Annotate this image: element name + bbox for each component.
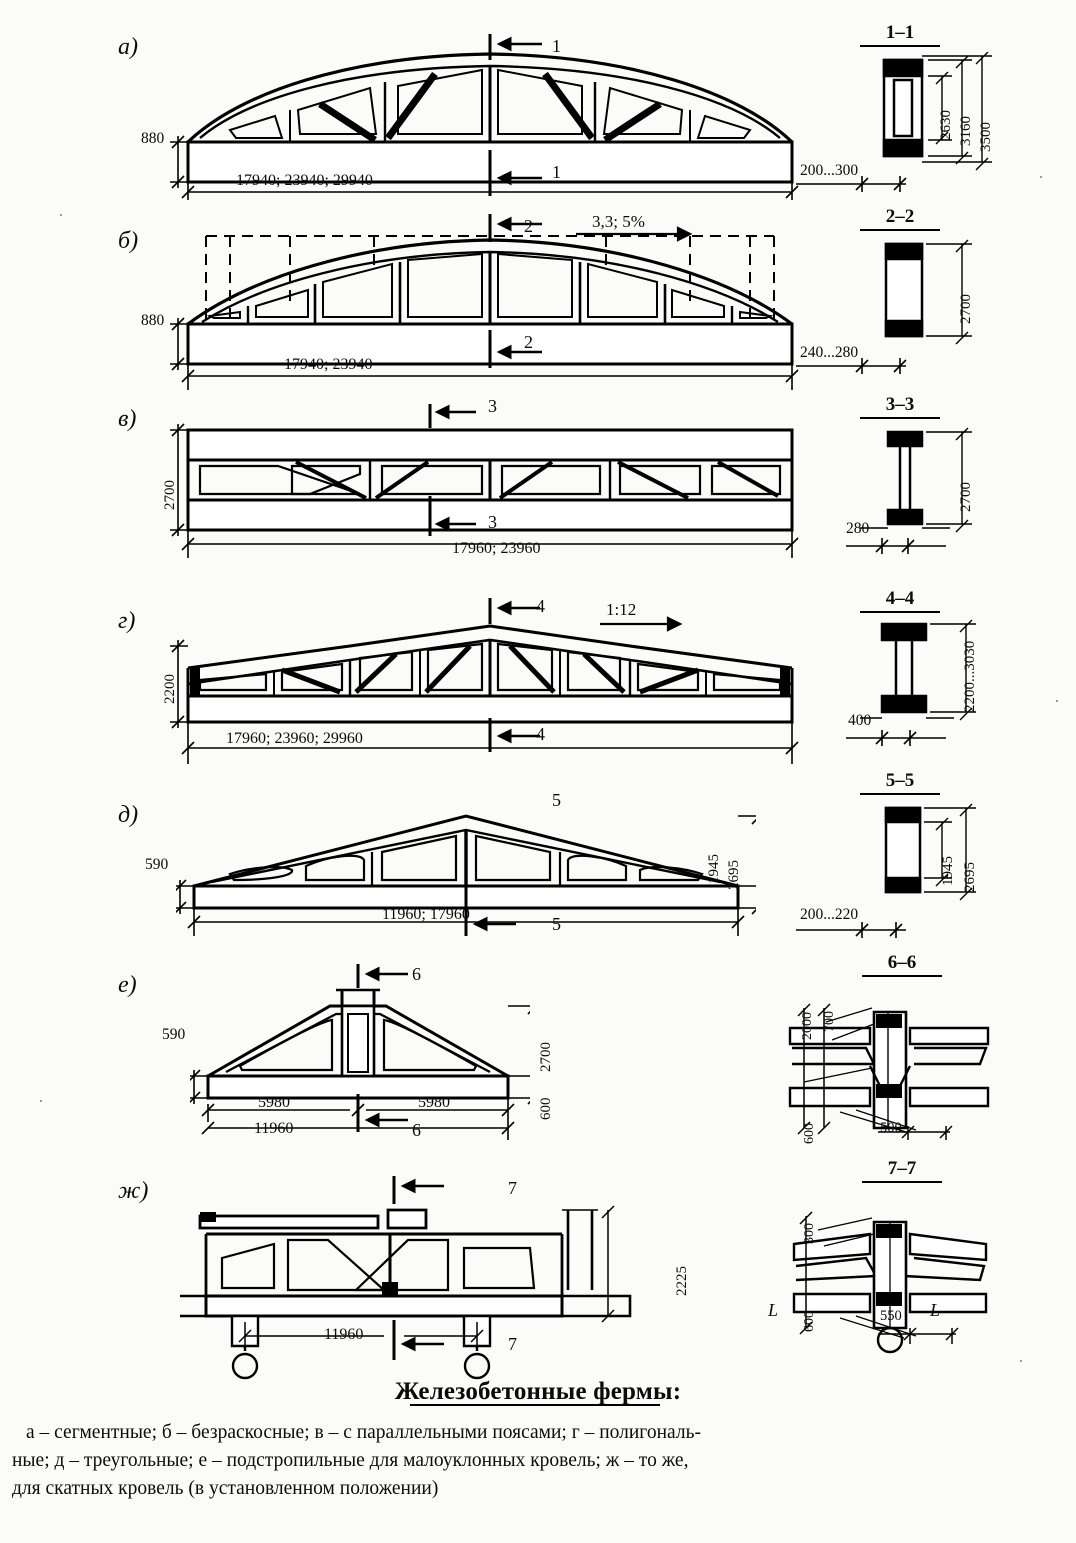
section-mark-c-bottom: 3 [488, 512, 497, 532]
node-dim-f-600: 600 [802, 1123, 817, 1144]
section-mark-f-top: 6 [412, 964, 421, 984]
width-note-e: 200...220 [800, 906, 859, 923]
scan-speckle [60, 214, 62, 216]
section-mark-e-bottom: 5 [552, 914, 561, 934]
section-5-5-shape [860, 800, 1010, 906]
row-tag-f: е) [118, 972, 137, 998]
figure-caption-line-2: ные; д – треугольные; е – подстропильные для малоуклонных кровель; ж – то же, [12, 1450, 689, 1471]
section-1-1-shape [860, 52, 1010, 172]
node-7-7-drawing [770, 1188, 1010, 1358]
section-mark-d-top: 4 [536, 596, 545, 616]
section-mark-e-top: 5 [552, 790, 561, 810]
width-note-b: 240...280 [800, 344, 859, 361]
row-tag-d: г) [118, 608, 136, 634]
height-label-e: 590 [145, 856, 169, 873]
node-dim-f-700: 700 [822, 1011, 837, 1032]
title-underline [410, 1404, 660, 1406]
height-right-e-2695: 2695 [726, 860, 742, 890]
truss-nondiagonal-drawing [170, 212, 810, 392]
scan-speckle [1020, 1360, 1022, 1362]
truss-triangular-drawing [176, 790, 756, 950]
span-label-b: 17940; 23940 [284, 356, 373, 373]
section-3-3-shape [860, 424, 1010, 536]
section-2-2-shape [860, 236, 1010, 348]
row-tag-b: б) [118, 228, 139, 254]
span-label-d: 17960; 23960; 29960 [226, 730, 363, 747]
section-dim-a-2630: 2630 [938, 110, 954, 140]
section-dim-a-3500: 3500 [978, 122, 994, 152]
width-note-a: 200...300 [800, 162, 859, 179]
scan-speckle [1040, 176, 1042, 178]
slope-label-d: 1:12 [606, 600, 637, 619]
height-right-f-600: 600 [538, 1097, 554, 1120]
node-dim-f-500: 500 [880, 1120, 902, 1136]
section-mark-d-bottom: 4 [536, 724, 545, 744]
section-mark-a-top: 1 [552, 36, 561, 56]
span-label-f: 11960 [254, 1120, 294, 1137]
section-mark-a-bottom: 1 [552, 162, 561, 182]
section-dim-a-3160: 3160 [958, 116, 974, 146]
section-title-7-7: 7–7 [862, 1158, 942, 1183]
section-mark-g-bottom: 7 [508, 1334, 517, 1354]
span-label-a: 17940; 23940; 29940 [236, 172, 373, 189]
height-right-e-1945: 1945 [706, 854, 722, 884]
scan-speckle [1056, 700, 1058, 702]
width-note-c: 280 [846, 520, 870, 537]
section-title-1-1: 1–1 [860, 22, 940, 47]
section-dim-d: 2200...3030 [962, 640, 978, 712]
scan-speckle [40, 1100, 42, 1102]
row-tag-e: д) [118, 802, 139, 828]
truss-substructure-flat-drawing [190, 960, 530, 1140]
figure-caption-line-1: а – сегментные; б – безраскосные; в – с параллельными поясами; г – полигональ- [26, 1422, 701, 1443]
width-note-b-dim [796, 358, 916, 378]
height-right-f-2700: 2700 [538, 1042, 554, 1072]
node-dim-f-2000: 2000 [800, 1012, 815, 1040]
height-label-d: 2200 [162, 674, 178, 704]
section-title-2-2: 2–2 [860, 206, 940, 231]
section-dim-b-2700: 2700 [958, 294, 974, 324]
column-mark-left: L [768, 1300, 779, 1320]
half-span-f-right: 5980 [418, 1094, 450, 1111]
section-mark-f-bottom: 6 [412, 1120, 421, 1140]
node-6-6-drawing [770, 982, 1010, 1142]
width-note-d: 400 [848, 712, 872, 729]
section-dim-e-2695: 2695 [962, 862, 978, 892]
height-label-b: 880 [141, 312, 165, 329]
half-span-f-left: 5980 [258, 1094, 290, 1111]
section-dim-c-2700: 2700 [958, 482, 974, 512]
width-note-a-dim [796, 176, 916, 196]
section-mark-b-top: 2 [524, 216, 533, 236]
section-title-3-3: 3–3 [860, 394, 940, 419]
width-note-e-dim [796, 922, 916, 942]
row-tag-a: а) [118, 34, 138, 60]
height-right-g-2225: 2225 [674, 1266, 690, 1296]
node-dim-g-300: 300 [802, 1223, 817, 1244]
truss-polygonal-drawing [170, 596, 810, 776]
slope-label-b: 3,3; 5% [592, 212, 645, 231]
row-tag-g: ж) [118, 1178, 149, 1204]
node-dim-g-600: 600 [802, 1311, 817, 1332]
section-4-4-shape [860, 618, 1010, 724]
section-mark-c-top: 3 [488, 396, 497, 416]
figure-caption-line-3: для скатных кровель (в установленном положении) [12, 1478, 439, 1499]
figure-title: Железобетонные фермы: [394, 1378, 682, 1405]
section-dim-e-1945: 1945 [940, 856, 956, 886]
width-note-c-dim [846, 538, 956, 558]
node-dim-g-550: 550 [880, 1308, 902, 1324]
section-title-5-5: 5–5 [860, 770, 940, 795]
span-label-e: 11960; 17960 [382, 906, 470, 923]
height-label-f: 590 [162, 1026, 186, 1043]
span-label-c: 17960; 23960 [452, 540, 541, 557]
section-mark-b-bottom: 2 [524, 332, 533, 352]
height-label-c: 2700 [162, 480, 178, 510]
height-label-a: 880 [141, 130, 165, 147]
span-label-g: 11960 [324, 1326, 364, 1343]
width-note-d-dim [846, 730, 956, 750]
section-title-4-4: 4–4 [860, 588, 940, 613]
row-tag-c: в) [118, 406, 137, 432]
column-mark-right: L [930, 1300, 941, 1320]
truss-substructure-pitched-drawing [178, 1170, 648, 1380]
section-title-6-6: 6–6 [862, 952, 942, 977]
section-mark-g-top: 7 [508, 1178, 517, 1198]
